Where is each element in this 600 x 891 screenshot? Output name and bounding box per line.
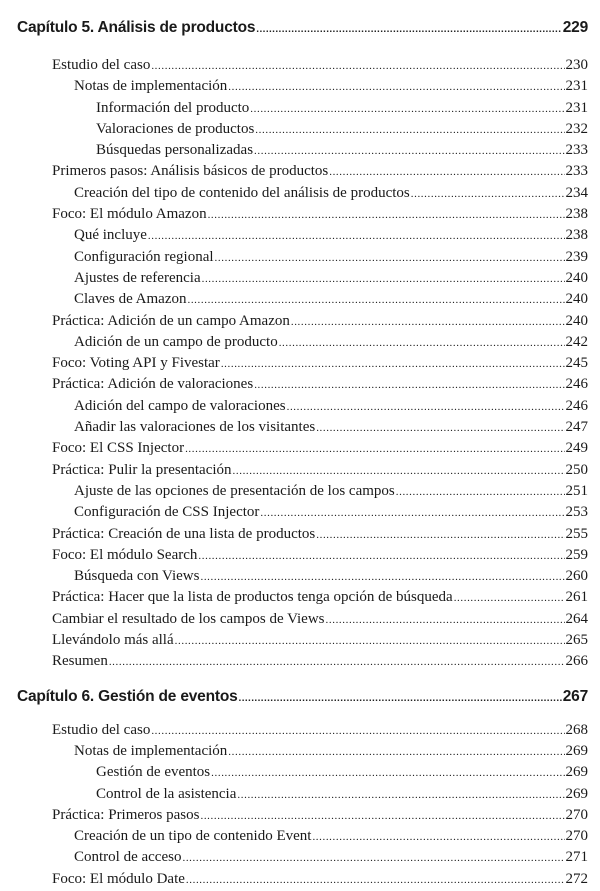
entry-page-number: 239 <box>565 248 588 265</box>
entry-page-number: 246 <box>565 376 588 393</box>
toc-entry <box>0 826 588 847</box>
entry-title: Práctica: Adición de valoraciones <box>52 376 254 393</box>
toc-entry <box>0 438 588 459</box>
toc-entry <box>0 869 588 890</box>
toc-entry <box>0 55 588 76</box>
entry-title: Foco: El CSS Injector <box>52 440 185 457</box>
entry-page-number: 238 <box>565 227 588 244</box>
toc-entry <box>0 481 588 502</box>
entry-page-number: 233 <box>565 163 588 180</box>
entry-page-number: 264 <box>565 610 588 627</box>
entry-title: Creación del tipo de contenido del análisis de productos <box>74 184 410 201</box>
entry-title: Cambiar el resultado de los campos de Views <box>52 610 325 627</box>
entry-page-number: 230 <box>565 57 588 73</box>
toc-entry <box>0 225 588 246</box>
chapter-title: Capítulo 6. Gestión de eventos <box>17 687 238 705</box>
entry-title: Control de acceso <box>74 849 182 866</box>
entry-page-number: 268 <box>565 721 588 738</box>
dot-leader <box>185 439 564 460</box>
entry-title: Búsquedas personalizadas <box>96 142 254 159</box>
toc-entry <box>0 587 588 608</box>
dot-leader <box>228 77 564 98</box>
dot-leader <box>250 99 564 120</box>
entry-page-number: 269 <box>565 764 588 781</box>
dot-leader <box>291 312 565 333</box>
entry-page-number: 269 <box>565 785 588 802</box>
entry-page-number: 238 <box>565 206 588 223</box>
toc-entry <box>0 183 588 204</box>
toc-entry <box>0 609 588 630</box>
entry-title: Información del producto <box>96 99 250 116</box>
entry-title: Control de la asistencia <box>96 785 237 802</box>
dot-leader <box>279 333 565 354</box>
entry-page-number: 242 <box>565 333 588 350</box>
dot-leader <box>233 461 565 482</box>
toc-entry <box>0 374 588 395</box>
dot-leader <box>151 56 564 77</box>
entry-title: Notas de implementación <box>74 78 228 95</box>
chapter-entries <box>0 720 600 890</box>
entry-page-number: 270 <box>565 806 588 823</box>
toc-entry <box>0 247 588 268</box>
entry-title: Ajustes de referencia <box>74 269 201 286</box>
dot-leader <box>260 503 564 524</box>
toc-entry <box>0 566 588 587</box>
entry-page-number: 251 <box>565 482 588 499</box>
entry-title: Llevándolo más allá <box>52 632 174 649</box>
dot-leader <box>221 354 565 375</box>
entry-page-number: 234 <box>565 184 588 201</box>
dot-leader <box>208 205 565 226</box>
dot-leader <box>411 184 565 205</box>
toc-entry <box>0 161 588 182</box>
entry-page-number: 261 <box>565 589 588 606</box>
entry-title: Notas de implementación <box>74 742 228 759</box>
dot-leader <box>109 652 565 673</box>
dot-leader <box>200 567 564 588</box>
entry-page-number: 271 <box>565 849 588 866</box>
dot-leader <box>211 763 564 784</box>
toc-entry <box>0 332 588 353</box>
entry-title: Adición de un campo de producto <box>74 333 278 350</box>
chapter-entries <box>0 55 600 673</box>
entry-page-number: 269 <box>565 742 588 759</box>
entry-page-number: 247 <box>565 419 588 436</box>
toc-entry <box>0 805 588 826</box>
entry-page-number: 255 <box>565 525 588 542</box>
entry-title: Resumen <box>52 653 108 670</box>
dot-leader <box>287 397 565 418</box>
toc-entry <box>0 741 588 762</box>
toc-entry <box>0 651 588 672</box>
entry-title: Primeros pasos: Análisis básicos de productos <box>52 163 329 180</box>
entry-title: Ajuste de las opciones de presentación de los campos <box>74 482 395 499</box>
dot-leader <box>454 588 565 609</box>
entry-page-number: 250 <box>565 461 588 478</box>
dot-leader <box>254 141 564 162</box>
entry-page-number: 249 <box>565 440 588 457</box>
toc-entry <box>0 140 588 161</box>
toc-entry <box>0 847 588 868</box>
entry-page-number: 240 <box>565 269 588 286</box>
entry-title: Práctica: Pulir la presentación <box>52 461 232 478</box>
entry-page-number: 266 <box>565 653 588 670</box>
toc-entry <box>0 502 588 523</box>
toc-entry <box>0 289 588 310</box>
entry-title: Claves de Amazon <box>74 291 187 308</box>
entry-page-number: 272 <box>565 870 588 887</box>
entry-page-number: 240 <box>565 291 588 308</box>
entry-title: Foco: El módulo Amazon <box>52 206 207 223</box>
dot-leader <box>215 248 565 269</box>
dot-leader <box>329 162 564 183</box>
entry-title: Gestión de eventos <box>96 764 211 781</box>
dot-leader <box>237 785 564 806</box>
toc-entry <box>0 545 588 566</box>
entry-title: Foco: El módulo Date <box>52 870 185 887</box>
entry-title: Práctica: Hacer que la lista de productos tenga opción de búsqueda <box>52 589 453 606</box>
toc-entry <box>0 720 588 741</box>
chapter-page-number: 267 <box>562 687 588 705</box>
entry-page-number: 232 <box>565 120 588 137</box>
dot-leader <box>148 226 565 247</box>
chapter-heading <box>0 686 588 708</box>
dot-leader <box>312 827 564 848</box>
dot-leader <box>228 742 564 763</box>
entry-page-number: 245 <box>565 355 588 372</box>
toc-entry <box>0 76 588 97</box>
toc-entry <box>0 268 588 289</box>
entry-page-number: 253 <box>565 504 588 521</box>
dot-leader <box>175 631 565 652</box>
dot-leader <box>255 120 564 141</box>
toc-entry <box>0 417 588 438</box>
dot-leader <box>186 870 565 891</box>
toc-entry <box>0 762 588 783</box>
dot-leader <box>182 848 564 869</box>
entry-page-number: 233 <box>565 142 588 159</box>
entry-page-number: 260 <box>565 568 588 585</box>
entry-title: Creación de un tipo de contenido Event <box>74 828 312 845</box>
entry-title: Práctica: Primeros pasos <box>52 806 200 823</box>
entry-title: Estudio del caso <box>52 57 151 73</box>
chapter-page-number: 229 <box>562 19 588 36</box>
chapter-title: Capítulo 5. Análisis de productos <box>17 19 256 36</box>
toc-entry <box>0 119 588 140</box>
dot-leader <box>316 418 564 439</box>
entry-page-number: 231 <box>565 99 588 116</box>
entry-title: Foco: Voting API y Fivestar <box>52 355 220 372</box>
entry-title: Búsqueda con Views <box>74 568 200 585</box>
entry-title: Añadir las valoraciones de los visitantes <box>74 419 316 436</box>
toc-entry <box>0 98 588 119</box>
entry-title: Adición del campo de valoraciones <box>74 397 286 414</box>
entry-page-number: 259 <box>565 546 588 563</box>
dot-leader <box>202 269 565 290</box>
dot-leader <box>198 546 564 567</box>
dot-leader <box>239 688 562 710</box>
dot-leader <box>316 525 564 546</box>
toc-entry <box>0 460 588 481</box>
entry-title: Configuración de CSS Injector <box>74 504 260 521</box>
toc-entry <box>0 353 588 374</box>
chapter-heading <box>0 17 588 39</box>
dot-leader <box>151 721 564 742</box>
dot-leader <box>200 806 564 827</box>
toc-entry <box>0 630 588 651</box>
dot-leader <box>396 482 565 503</box>
entry-page-number: 270 <box>565 828 588 845</box>
dot-leader <box>187 290 564 311</box>
entry-title: Práctica: Creación de una lista de productos <box>52 525 316 542</box>
entry-title: Estudio del caso <box>52 721 151 738</box>
entry-page-number: 246 <box>565 397 588 414</box>
entry-title: Práctica: Adición de un campo Amazon <box>52 312 290 329</box>
dot-leader <box>254 375 564 396</box>
entry-title: Configuración regional <box>74 248 214 265</box>
entry-page-number: 231 <box>565 78 588 95</box>
entry-title: Foco: El módulo Search <box>52 546 198 563</box>
toc-entry <box>0 204 588 225</box>
toc-entry <box>0 396 588 417</box>
dot-leader <box>326 610 565 631</box>
dot-leader <box>256 19 561 41</box>
entry-page-number: 265 <box>565 632 588 649</box>
toc-entry <box>0 311 588 332</box>
entry-title: Valoraciones de productos <box>96 120 255 137</box>
entry-title: Qué incluye <box>74 227 147 244</box>
toc-entry <box>0 524 588 545</box>
entry-page-number: 240 <box>565 312 588 329</box>
